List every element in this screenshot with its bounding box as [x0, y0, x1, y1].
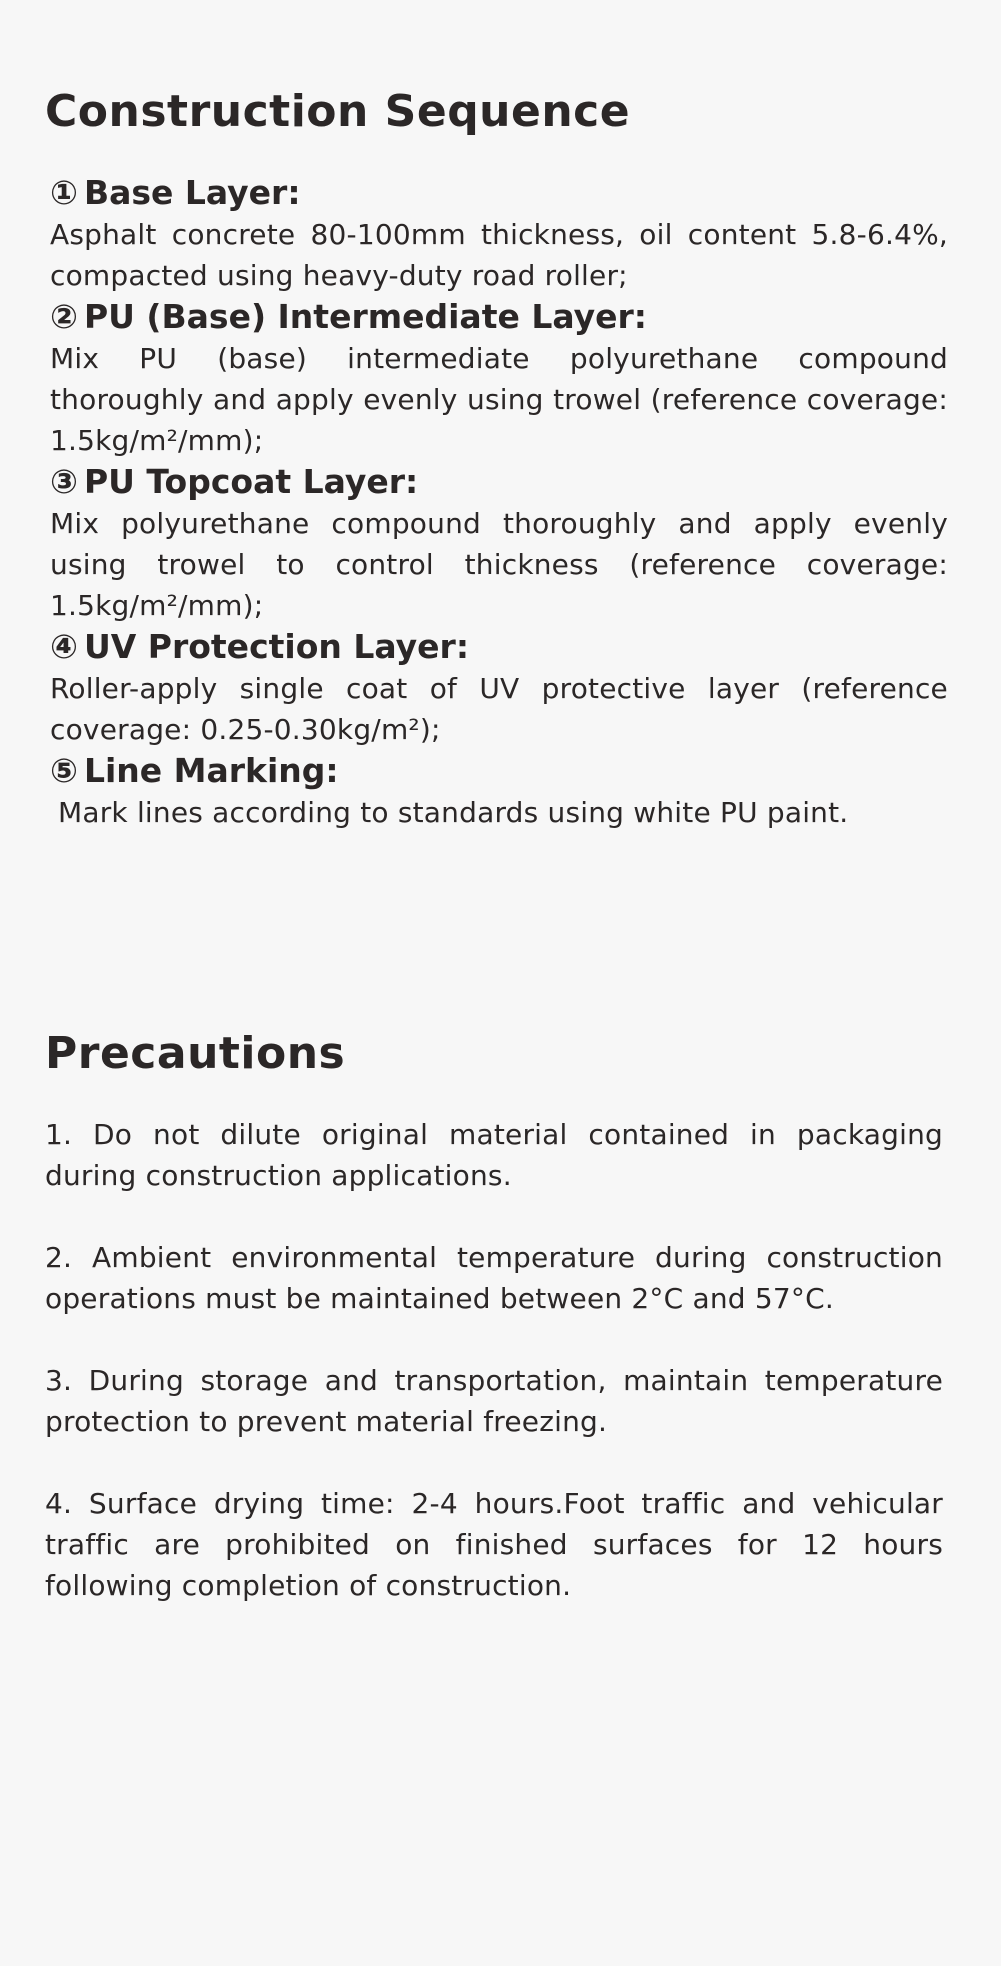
step-heading — [50, 461, 948, 503]
precautions-list — [45, 1114, 943, 1647]
step-number: ⑤ — [50, 751, 78, 790]
step-base-layer — [50, 172, 948, 296]
step-heading-label: Base Layer: — [83, 173, 301, 212]
step-description: Mix PU (base) intermediate polyurethane compound thoroughly and apply evenly using trowel (reference coverage: 1.5kg/m²/mm); — [50, 342, 948, 457]
construction-steps-list — [50, 172, 948, 833]
step-heading — [50, 296, 948, 338]
step-heading-label: PU Topcoat Layer: — [83, 462, 419, 501]
precaution-item: 3. During storage and transportation, maintain temperature protection to prevent material freezing. — [45, 1364, 943, 1438]
step-number: ① — [50, 173, 78, 212]
precaution-item: 1. Do not dilute original material contained in packaging during construction applications. — [45, 1118, 943, 1192]
step-description: Mark lines according to standards using white PU paint. — [58, 796, 849, 829]
step-description: Mix polyurethane compound thoroughly and apply evenly using trowel to control thickness (reference coverage: 1.5kg/m²/mm); — [50, 507, 948, 622]
step-heading — [50, 750, 948, 792]
step-pu-topcoat-layer — [50, 461, 948, 626]
step-pu-base-intermediate-layer — [50, 296, 948, 461]
step-heading-label: UV Protection Layer: — [83, 627, 470, 666]
precaution-item: 4. Surface drying time: 2-4 hours.Foot traffic and vehicular traffic are prohibited on finished surfaces for 12 hours following completion of construction. — [45, 1487, 943, 1602]
step-description: Roller-apply single coat of UV protective layer (reference coverage: 0.25-0.30kg/m²); — [50, 672, 948, 746]
step-number: ④ — [50, 627, 78, 666]
step-line-marking — [50, 750, 948, 833]
step-uv-protection-layer — [50, 626, 948, 750]
precautions-title: Precautions — [45, 1028, 346, 1079]
precaution-item: 2. Ambient environmental temperature during construction operations must be maintained between 2°C and 57°C. — [45, 1241, 943, 1315]
step-heading — [50, 626, 948, 668]
step-description: Asphalt concrete 80-100mm thickness, oil content 5.8-6.4%, compacted using heavy-duty road roller; — [50, 218, 948, 292]
step-number: ③ — [50, 462, 78, 501]
construction-sequence-title: Construction Sequence — [45, 86, 631, 137]
step-heading-label: Line Marking: — [83, 751, 339, 790]
step-number: ② — [50, 297, 78, 336]
step-heading-label: PU (Base) Intermediate Layer: — [83, 297, 647, 336]
step-heading — [50, 172, 948, 214]
